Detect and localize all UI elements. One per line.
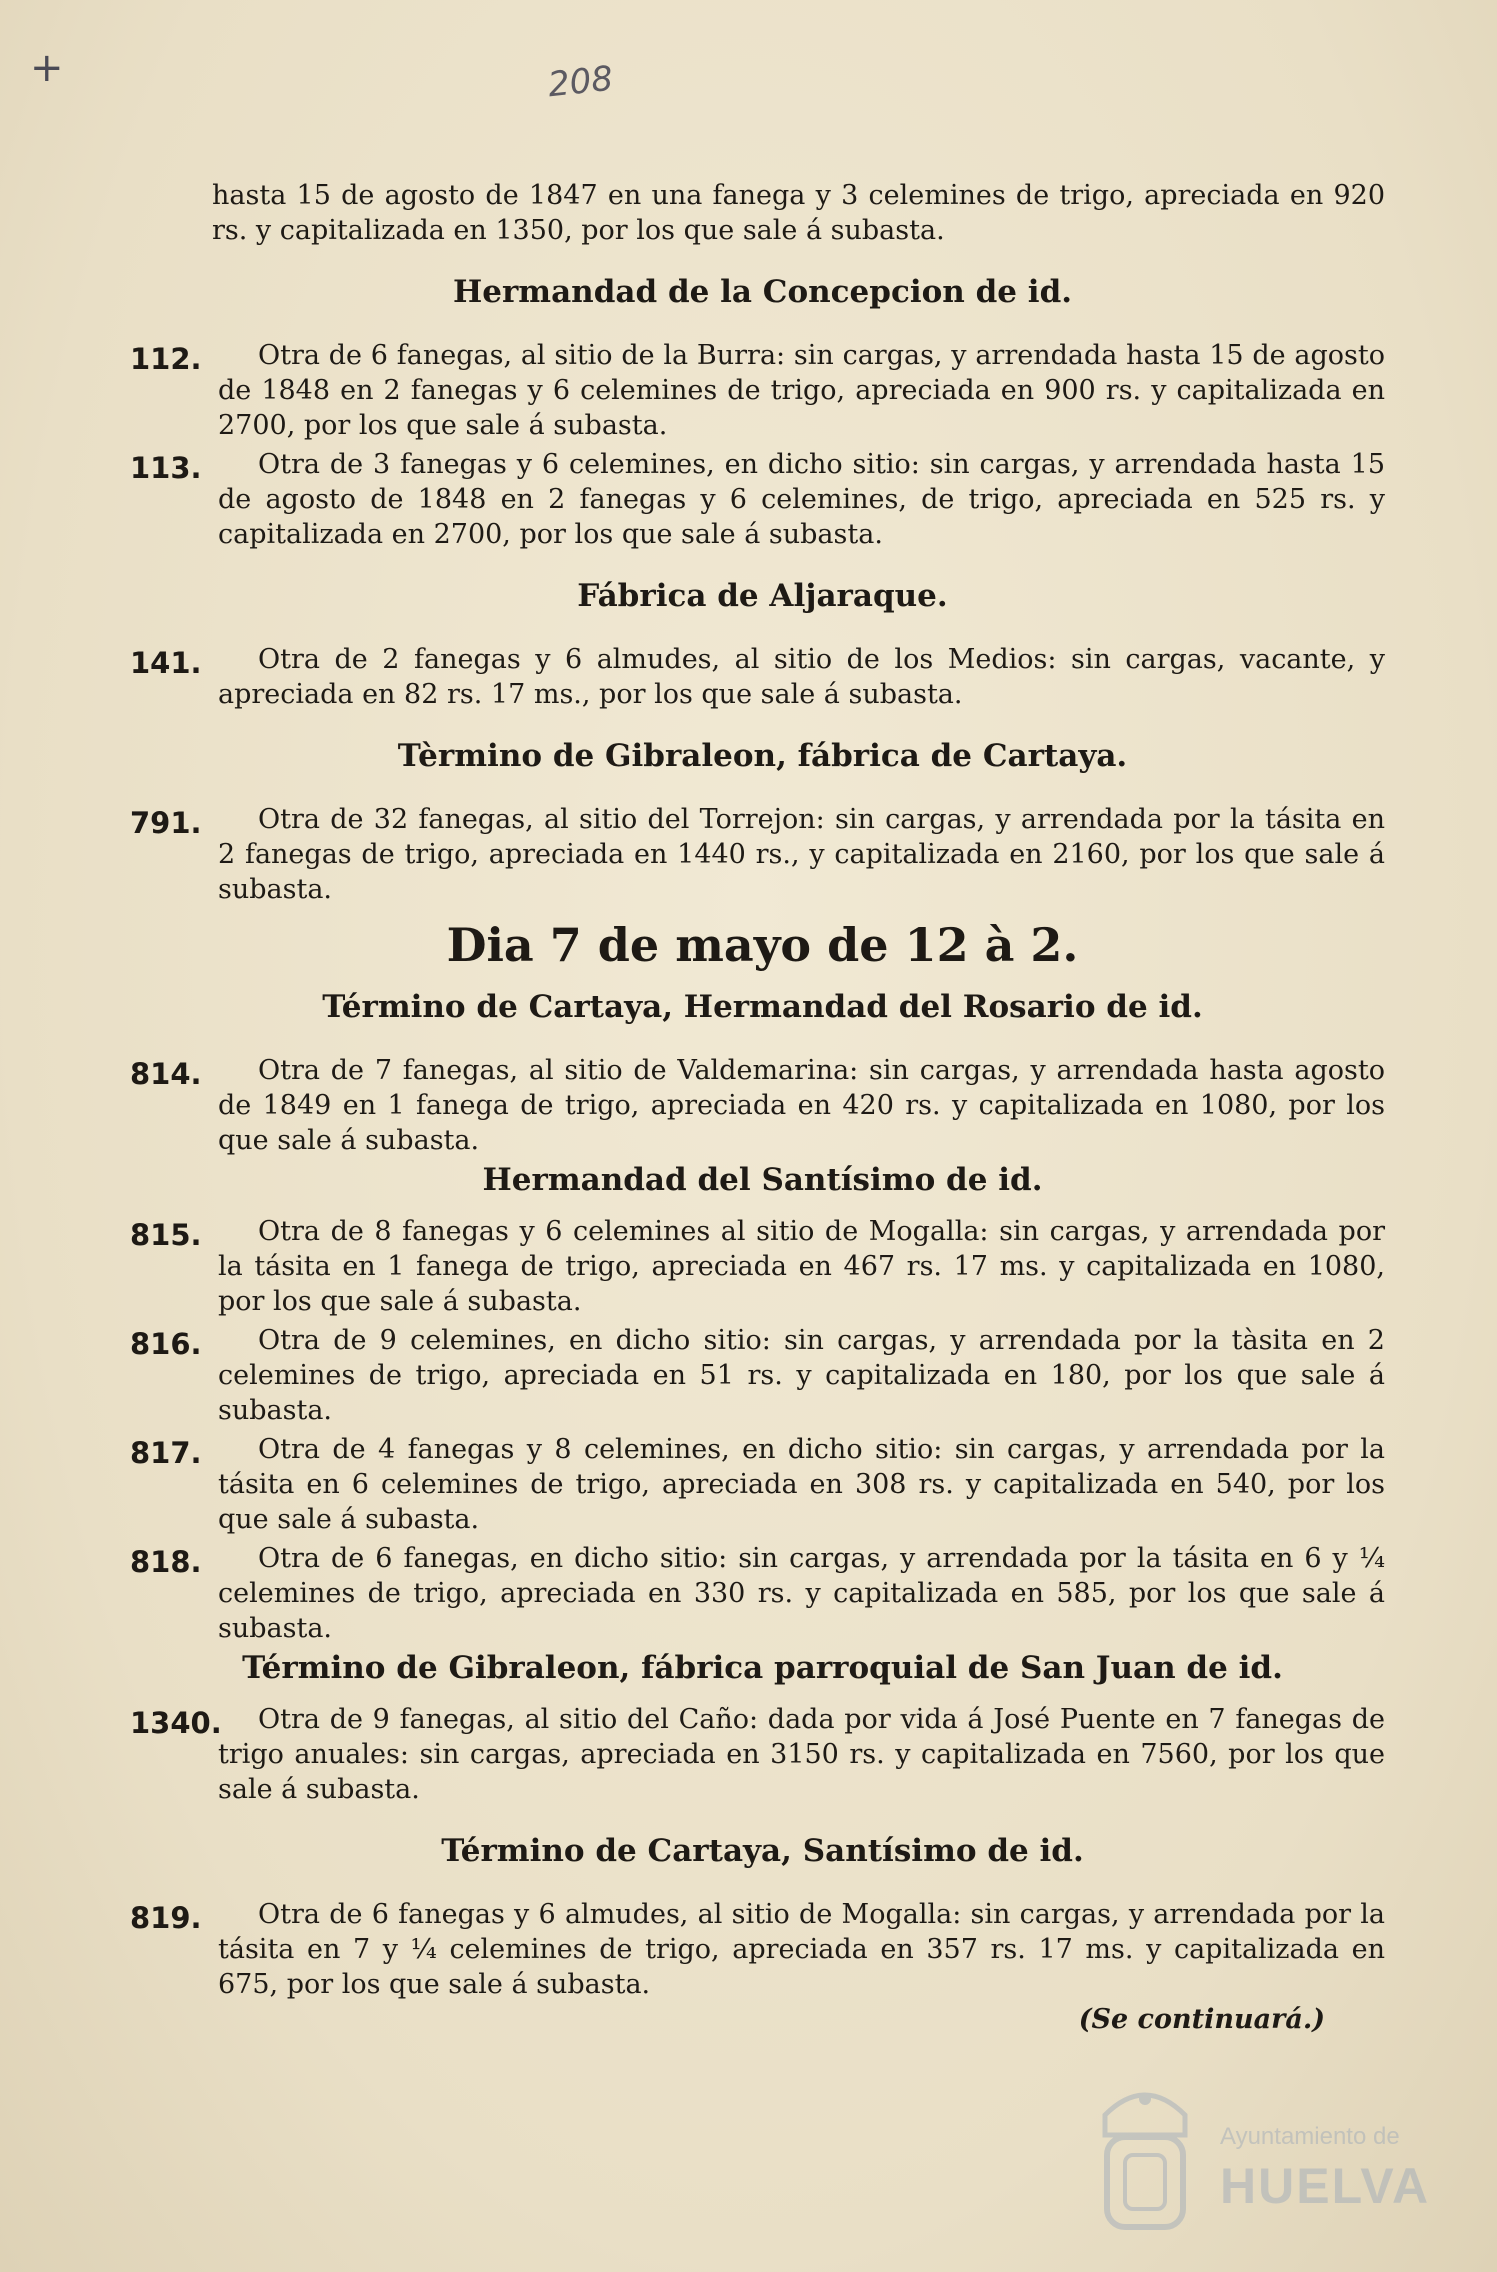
entry-818 — [130, 1541, 1385, 1646]
entry-number: 814. — [130, 1057, 202, 1091]
entry-text: Otra de 9 fanegas, al sitio del Caño: dada por vida á José Puente en 7 fanegas de trigo anuales: sin cargas, apreciada en 3150 rs. y capitalizada en 7560, por los que sale á subasta. — [218, 1704, 1385, 1805]
entry-text: Otra de 3 fanegas y 6 celemines, en dicho sitio: sin cargas, y arrendada hasta 15 de agosto de 1848 en 2 fanegas y 6 celemines, de trigo, apreciada en 525 rs. y capitalizada en 2700, por los que sale á subasta. — [218, 449, 1385, 550]
logo-line2: HUELVA — [1220, 2158, 1431, 2214]
entry-814 — [130, 1053, 1385, 1158]
day-heading: Dia 7 de mayo de 12 à 2. — [446, 918, 1079, 972]
section-heading: Hermandad de la Concepcion de id. — [452, 274, 1073, 310]
crest-icon — [1085, 2075, 1205, 2265]
entry-text: Otra de 32 fanegas, al sitio del Torrejon: sin cargas, y arrendada por la tásita en 2 fanegas de trigo, apreciada en 1440 rs., y capitalizada en 2160, por los que sale á subasta. — [218, 804, 1385, 905]
entry-text: Otra de 6 fanegas, en dicho sitio: sin cargas, y arrendada por la tásita en 6 y ¼ celemines de trigo, apreciada en 330 rs. y capitalizada en 585, por los que sale á subasta. — [218, 1543, 1385, 1644]
corner-plus-mark: + — [30, 45, 64, 91]
entry-791 — [130, 802, 1385, 907]
entry-number: 113. — [130, 451, 202, 485]
entry-815 — [130, 1214, 1385, 1319]
entry-text: Otra de 6 fanegas, al sitio de la Burra: sin cargas, y arrendada hasta 15 de agosto de 1848 en 2 fanegas y 6 celemines de trigo, apreciada en 900 rs. y capitalizada en 2700, por los que sale á subasta. — [218, 340, 1385, 441]
continues-note: (Se continuará.) — [1078, 2004, 1325, 2035]
entry-number: 819. — [130, 1901, 202, 1935]
entry-number: 112. — [130, 342, 202, 376]
section-heading: Término de Cartaya, Santísimo de id. — [441, 1833, 1084, 1869]
entry-113 — [130, 447, 1385, 552]
entry-text: Otra de 6 fanegas y 6 almudes, al sitio de Mogalla: sin cargas, y arrendada por la tásita en 7 y ¼ celemines de trigo, apreciada en 357 rs. 17 ms. y capitalizada en 675, por los que sale á subasta. — [218, 1899, 1385, 2000]
entry-text: Otra de 4 fanegas y 8 celemines, en dicho sitio: sin cargas, y arrendada por la tásita en 6 celemines de trigo, apreciada en 308 rs. y capitalizada en 540, por los que sale á subasta. — [218, 1434, 1385, 1535]
entry-text: Otra de 7 fanegas, al sitio de Valdemarina: sin cargas, y arrendada hasta agosto de 1849 en 1 fanega de trigo, apreciada en 420 rs. y capitalizada en 1080, por los que sale á subasta. — [218, 1055, 1385, 1156]
section-heading: Hermandad del Santísimo de id. — [482, 1162, 1043, 1198]
entry-number: 141. — [130, 646, 202, 680]
entry-number: 815. — [130, 1218, 202, 1252]
section-heading: Término de Cartaya, Hermandad del Rosario de id. — [322, 989, 1203, 1025]
logo-line1: Ayuntamiento de — [1220, 2123, 1400, 2150]
entry-817 — [130, 1432, 1385, 1537]
entry-text: Otra de 8 fanegas y 6 celemines al sitio de Mogalla: sin cargas, y arrendada por la tásita en 1 fanega de trigo, apreciada en 467 rs. 17 ms. y capitalizada en 1080, por los que sale á subasta. — [218, 1216, 1385, 1317]
section-heading: Término de Gibraleon, fábrica parroquial de San Juan de id. — [242, 1650, 1283, 1686]
entry-number: 818. — [130, 1545, 202, 1579]
entry-112 — [130, 338, 1385, 443]
entry-819 — [130, 1897, 1385, 2002]
document-body — [130, 178, 1385, 2035]
entry-1340 — [130, 1702, 1385, 1807]
entry-141 — [130, 642, 1385, 712]
entry-number: 791. — [130, 806, 202, 840]
entry-number: 1340. — [130, 1706, 222, 1740]
entry-text: Otra de 9 celemines, en dicho sitio: sin cargas, y arrendada por la tàsita en 2 celemines de trigo, apreciada en 51 rs. y capitalizada en 180, por los que sale á subasta. — [218, 1325, 1385, 1426]
section-heading: Tèrmino de Gibraleon, fábrica de Cartaya. — [397, 738, 1128, 774]
section-heading: Fábrica de Aljaraque. — [577, 578, 948, 614]
entry-816 — [130, 1323, 1385, 1428]
entry-number: 816. — [130, 1327, 202, 1361]
entry-number: 817. — [130, 1436, 202, 1470]
entry-text: Otra de 2 fanegas y 6 almudes, al sitio de los Medios: sin cargas, vacante, y apreciada en 82 rs. 17 ms., por los que sale á subasta. — [218, 644, 1385, 710]
intro-paragraph: hasta 15 de agosto de 1847 en una fanega y 3 celemines de trigo, apreciada en 920 rs. y capitalizada en 1350, por los que sale á subasta. — [212, 180, 1385, 246]
folio-number: 208 — [546, 58, 615, 106]
archive-watermark-logo — [1085, 2075, 1431, 2265]
